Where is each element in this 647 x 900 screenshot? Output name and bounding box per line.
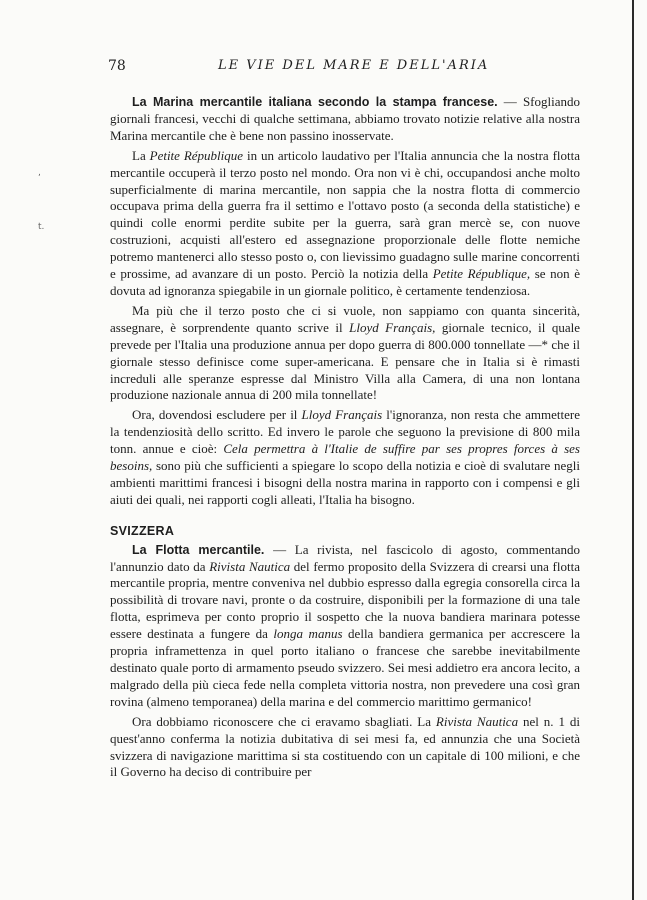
italic-title: Rivista Nautica	[209, 558, 291, 574]
text-run: sono più che sufficienti a spiegare lo scopo della notizia e cioè di svalutare negli ambienti marittimi francesi i bisogni della nostra marina in rapporto con i compensi e gli aiuti dei quali, nei rapporti cogli alleati, l'Italia ha bisogno.	[110, 458, 580, 507]
text-run: se non è dovuta ad ignoranza spiegabile in un giornale politico, è certamente tendenziosa.	[110, 266, 580, 298]
italic-title: Petite République	[149, 147, 244, 163]
italic-title: Lloyd Français	[301, 407, 383, 423]
paragraph	[110, 542, 580, 711]
page-header	[108, 58, 578, 80]
text-run: Ora dobbiamo riconoscere che ci eravamo sbagliati. La	[132, 713, 436, 729]
article-lead-title: La Marina mercantile italiana secondo la stampa francese.	[132, 95, 498, 109]
italic-title: Petite République,	[432, 266, 531, 282]
paragraph	[110, 303, 580, 404]
running-title: LE VIE DEL MARE E DELL'ARIA	[218, 58, 490, 73]
paragraph	[110, 407, 580, 508]
text-run: della bandiera germanica per accrescere la propria inframettenza in quel porto italiano o francese che sarebbe inevitabilmente destinato quale porto di armamento pseudo svizzero. Sei mesi addietro era ancora lecito, a malgrado della più cieca fede nella completa vittoria nostra, non prevedere una così gran rovina (almeno temporanea) della marina e del commercio marittimo germanico!	[110, 626, 580, 709]
section-heading: SVIZZERA	[110, 523, 175, 538]
paragraph	[110, 94, 580, 145]
text-run: giornale tecnico, il quale prevede per l'Italia una produzione annua per dopo guerra di 800.000 tonnellate —* che il giornale stesso definisce come super-americana. E pensare che in Italia si è rimasti increduli alle speranze espresse dal Ministro Villa alla Camera, di una non lontana produzione nazionale annua di 200 mila tonnellate!	[110, 319, 580, 403]
text-run: Ora, dovendosi escludere per il	[132, 407, 302, 423]
italic-title: Lloyd Français,	[349, 319, 436, 335]
margin-mark: t.	[38, 222, 45, 232]
text-run: — La rivista, nel fascicolo di agosto, commentando l'annunzio dato da	[110, 541, 580, 574]
paragraph	[110, 714, 580, 782]
paragraph-text: — Sfogliando giornali francesi, vecchi di qualche settimana, abbiamo trovato notizie relative alla nostra Marina mercantile che è bene non passino inosservate.	[110, 94, 580, 143]
text-run: l'ignoranza, non resta che ammettere la tendenziosità dello scritto. Ed invero le parole che seguono la previsione di 800 mila tonn. annue e cioè:	[110, 407, 580, 457]
page-number: 78	[108, 58, 126, 74]
italic-title: Rivista Nautica	[435, 713, 519, 729]
article-lead-title: La Flotta mercantile.	[132, 542, 265, 557]
page-edge-line	[632, 0, 634, 900]
italic-quote: Cela permettra à l'Italie de suffire par ses propres forces à ses besoins,	[110, 441, 580, 474]
text-run: nel n. 1 di quest'anno conferma la notizia dubitativa di sei mesi fa, ed annunzia che una Società svizzera di navigazione marittima si sta costituendo con un capitale di 100 milioni, e che il Governo ha deciso di contribuire per	[110, 713, 580, 780]
paragraph	[110, 148, 580, 300]
text-run: in un articolo laudativo per l'Italia annuncia che la nostra flotta mercantile occuperà il terzo posto nel mondo. Ora non vi è chi, occupandosi anche molto superficialmente di marina mercantile, non sappia che la nostra flotta di commercio occupava prima della guerra fra il settimo e l'ottavo posto (a seconda della statistiche) e quindi colle enormi perdite subite per la guerra, sarà gran mercè se, con nuove costruzioni, acquisti all'estero ed assegnazione proporzionale delle flotte nemiche potremo mantenerci allo stesso posto o, con lievissimo guadagno sulle marine concorrenti e prossime, ad avanzare di un posto. Perciò la notizia della	[110, 147, 581, 282]
text-run: La	[132, 147, 150, 163]
body-text	[110, 94, 580, 784]
text-run: Ma più che il terzo posto che ci si vuole, non sappiamo con quanta sincerità, assegnare, è sorprendente quanto scrive il	[110, 302, 580, 335]
text-run: del fermo proposito della Svizzera di crearsi una flotta mercantile propria, mentre conveniva nel dubbio espresso dalla egregia consorella circa la possibilità di trovare navi, pronte o da costruire, disponibili per la formazione di una tale flotta, esprimeva per conto proprio il sospetto che la nuova bandiera marinara potesse essere destinata a fungere da	[110, 558, 580, 642]
italic-phrase: longa manus	[273, 626, 343, 642]
margin-mark: ,	[38, 168, 41, 178]
